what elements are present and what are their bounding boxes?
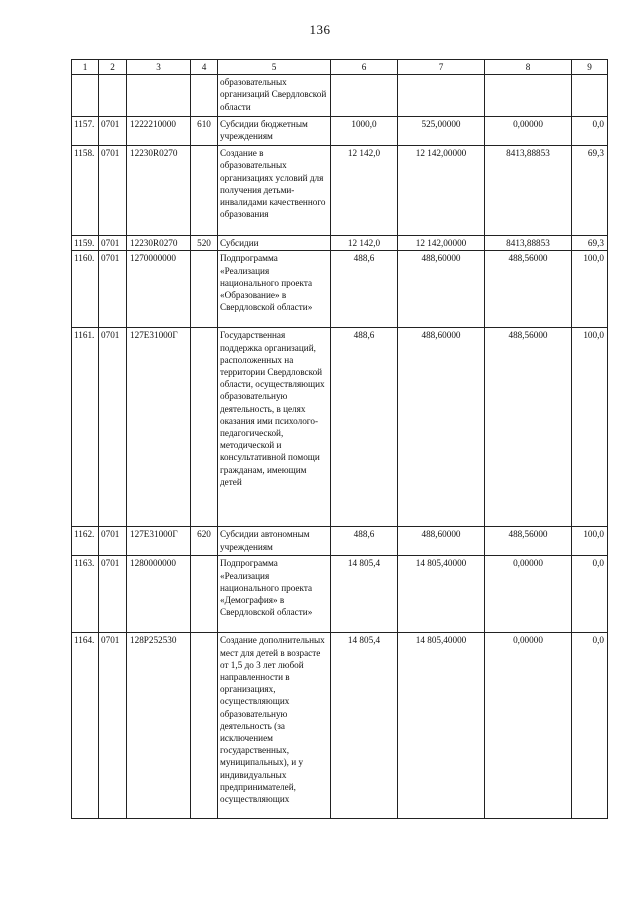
executed-cell: 8413,88853 xyxy=(485,146,572,236)
percent-cell: 69,3 xyxy=(572,236,608,251)
description-cell: Субсидии бюджетным учреждениям xyxy=(218,117,331,146)
amount-precise-cell: 14 805,40000 xyxy=(398,556,485,633)
description-cell: образовательных организаций Свердловской области xyxy=(218,75,331,117)
percent-cell: 100,0 xyxy=(572,251,608,328)
percent-cell: 0,0 xyxy=(572,633,608,819)
row-number-cell: 1159. xyxy=(72,236,99,251)
header-cell-7: 7 xyxy=(398,60,485,75)
target-article-cell: 1280000000 xyxy=(127,556,191,633)
expense-type-cell xyxy=(191,556,218,633)
amount-precise-cell: 488,60000 xyxy=(398,527,485,556)
table-row xyxy=(72,75,608,117)
description-cell: Субсидии автономным учреждениям xyxy=(218,527,331,556)
amount-cell: 1000,0 xyxy=(331,117,398,146)
header-cell-4: 4 xyxy=(191,60,218,75)
section-code-cell: 0701 xyxy=(99,556,127,633)
amount-precise-cell: 488,60000 xyxy=(398,251,485,328)
section-code-cell: 0701 xyxy=(99,236,127,251)
description-cell: Создание дополнительных мест для детей в возрасте от 1,5 до 3 лет любой направленности в организациях, осуществляющих образовательную деятельность (за исключением государственных, муниципальных), и у индивидуальных предпринимателей, осуществляющих xyxy=(218,633,331,819)
table-row xyxy=(72,251,608,328)
amount-precise-cell: 14 805,40000 xyxy=(398,633,485,819)
expense-type-cell xyxy=(191,75,218,117)
description-cell: Подпрограмма «Реализация национального проекта «Образование» в Свердловской области» xyxy=(218,251,331,328)
header-cell-3: 3 xyxy=(127,60,191,75)
table-row xyxy=(72,236,608,251)
table-row xyxy=(72,527,608,556)
table-row xyxy=(72,328,608,527)
target-article-cell: 128Р252530 xyxy=(127,633,191,819)
amount-cell: 14 805,4 xyxy=(331,556,398,633)
section-code-cell: 0701 xyxy=(99,633,127,819)
amount-cell: 488,6 xyxy=(331,251,398,328)
target-article-cell: 12230R0270 xyxy=(127,146,191,236)
section-code-cell: 0701 xyxy=(99,146,127,236)
header-cell-1: 1 xyxy=(72,60,99,75)
header-cell-9: 9 xyxy=(572,60,608,75)
amount-precise-cell: 12 142,00000 xyxy=(398,146,485,236)
amount-cell: 12 142,0 xyxy=(331,146,398,236)
percent-cell: 0,0 xyxy=(572,556,608,633)
row-number-cell: 1161. xyxy=(72,328,99,527)
percent-cell: 69,3 xyxy=(572,146,608,236)
executed-cell: 8413,88853 xyxy=(485,236,572,251)
section-code-cell: 0701 xyxy=(99,117,127,146)
amount-cell: 488,6 xyxy=(331,328,398,527)
amount-precise-cell: 525,00000 xyxy=(398,117,485,146)
description-cell: Субсидии xyxy=(218,236,331,251)
row-number-cell xyxy=(72,75,99,117)
target-article-cell xyxy=(127,75,191,117)
executed-cell: 0,00000 xyxy=(485,117,572,146)
row-number-cell: 1158. xyxy=(72,146,99,236)
executed-cell: 0,00000 xyxy=(485,556,572,633)
target-article-cell: 1222210000 xyxy=(127,117,191,146)
amount-cell: 14 805,4 xyxy=(331,633,398,819)
section-code-cell: 0701 xyxy=(99,527,127,556)
amount-cell xyxy=(331,75,398,117)
expense-type-cell xyxy=(191,328,218,527)
table-header-row xyxy=(72,60,608,75)
expense-type-cell xyxy=(191,633,218,819)
executed-cell: 0,00000 xyxy=(485,633,572,819)
row-number-cell: 1157. xyxy=(72,117,99,146)
target-article-cell: 12230R0270 xyxy=(127,236,191,251)
expense-type-cell xyxy=(191,146,218,236)
description-cell: Государственная поддержка организаций, расположенных на территории Свердловской области, осуществляющих образовательную деятельность, в целях оказания ими психолого-педагогической, методической и консультативной помощи гражданам, имеющим детей xyxy=(218,328,331,527)
budget-table xyxy=(71,59,608,819)
executed-cell: 488,56000 xyxy=(485,328,572,527)
percent-cell xyxy=(572,75,608,117)
percent-cell: 0,0 xyxy=(572,117,608,146)
header-cell-5: 5 xyxy=(218,60,331,75)
header-cell-2: 2 xyxy=(99,60,127,75)
header-cell-8: 8 xyxy=(485,60,572,75)
section-code-cell xyxy=(99,75,127,117)
row-number-cell: 1160. xyxy=(72,251,99,328)
executed-cell: 488,56000 xyxy=(485,251,572,328)
row-number-cell: 1164. xyxy=(72,633,99,819)
section-code-cell: 0701 xyxy=(99,251,127,328)
expense-type-cell: 520 xyxy=(191,236,218,251)
table-row xyxy=(72,117,608,146)
table-row xyxy=(72,633,608,819)
executed-cell xyxy=(485,75,572,117)
executed-cell: 488,56000 xyxy=(485,527,572,556)
row-number-cell: 1163. xyxy=(72,556,99,633)
amount-cell: 488,6 xyxy=(331,527,398,556)
table-row xyxy=(72,146,608,236)
table-row xyxy=(72,556,608,633)
page-number: 136 xyxy=(309,22,331,37)
description-cell: Подпрограмма «Реализация национального проекта «Демография» в Свердловской области» xyxy=(218,556,331,633)
row-number-cell: 1162. xyxy=(72,527,99,556)
percent-cell: 100,0 xyxy=(572,328,608,527)
amount-precise-cell: 488,60000 xyxy=(398,328,485,527)
expense-type-cell xyxy=(191,251,218,328)
amount-precise-cell xyxy=(398,75,485,117)
amount-precise-cell: 12 142,00000 xyxy=(398,236,485,251)
header-cell-6: 6 xyxy=(331,60,398,75)
target-article-cell: 127Е31000Г xyxy=(127,527,191,556)
target-article-cell: 127Е31000Г xyxy=(127,328,191,527)
expense-type-cell: 620 xyxy=(191,527,218,556)
description-cell: Создание в образовательных организациях условий для получения детьми-инвалидами качественного образования xyxy=(218,146,331,236)
target-article-cell: 1270000000 xyxy=(127,251,191,328)
section-code-cell: 0701 xyxy=(99,328,127,527)
amount-cell: 12 142,0 xyxy=(331,236,398,251)
percent-cell: 100,0 xyxy=(572,527,608,556)
expense-type-cell: 610 xyxy=(191,117,218,146)
